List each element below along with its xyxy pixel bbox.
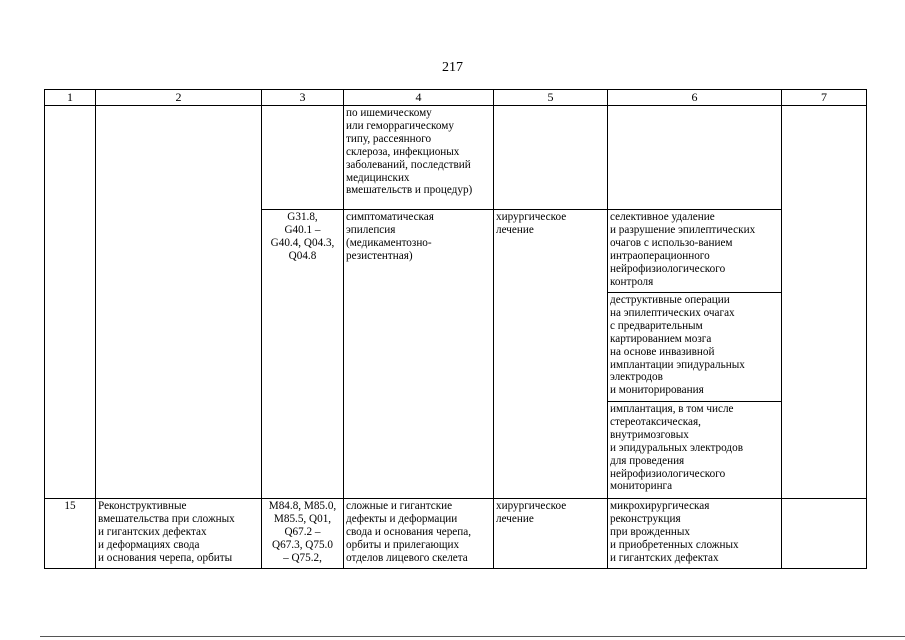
column-header: 1 [45,90,96,106]
treatment-type-cell: хирургическое лечение [494,499,608,569]
diagnosis-cell: симптоматическая эпилепсия (медикаментозно- резистентная) [344,210,494,499]
procedure-group-cell: Реконструктивные вмешательства при сложных и гигантских дефектах и деформациях свода и основания черепа, орбиты [96,499,262,569]
treatment-method-cell: микрохирургическая реконструкция при врожденных и приобретенных сложных и гигантских дефектах [608,499,782,569]
icd-codes-cell [262,106,344,210]
column-header: 5 [494,90,608,106]
table-row [45,106,867,210]
column-header: 2 [96,90,262,106]
icd-codes-cell: M84.8, M85.0, M85.5, Q01, Q67.2 – Q67.3, Q75.0 – Q75.2, [262,499,344,569]
treatment-method-cell [608,106,782,210]
procedure-group-cell [96,106,262,499]
treatment-type-cell: хирургическое лечение [494,210,608,499]
column-header: 6 [608,90,782,106]
treatment-method-cell: имплантация, в том числе стереотаксическая, внутримозговых и эпидуральных электродов для проведения нейрофизиологического мониторинга [608,402,782,499]
treatment-method-cell: селективное удаление и разрушение эпилептических очагов с использо-ванием интраоперационного нейрофизиологического контроля [608,210,782,293]
treatment-type-cell [494,106,608,210]
column-header: 7 [782,90,867,106]
table-row [45,499,867,569]
row-number-cell: 15 [45,499,96,569]
column-number-header-row [45,90,867,106]
cost-cell [782,499,867,569]
row-number-cell [45,106,96,499]
page-bottom-divider [40,636,905,637]
diagnosis-cell: сложные и гигантские дефекты и деформации свода и основания черепа, орбиты и прилегающих отделов лицевого скелета [344,499,494,569]
page-number: 217 [442,60,463,75]
treatment-method-cell: деструктивные операции на эпилептических очагах с предварительным картированием мозга на основе инвазивной имплантации эпидуральных электродов и мониторирования [608,293,782,402]
icd-codes-cell: G31.8, G40.1 – G40.4, Q04.3, Q04.8 [262,210,344,499]
column-header: 3 [262,90,344,106]
cost-cell [782,106,867,499]
column-header: 4 [344,90,494,106]
diagnosis-cell: по ишемическому или геморрагическому типу, рассеянного склероза, инфекционых заболеваний, последствий медицинских вмешательств и процедур) [344,106,494,210]
medical-procedures-table [44,89,867,569]
